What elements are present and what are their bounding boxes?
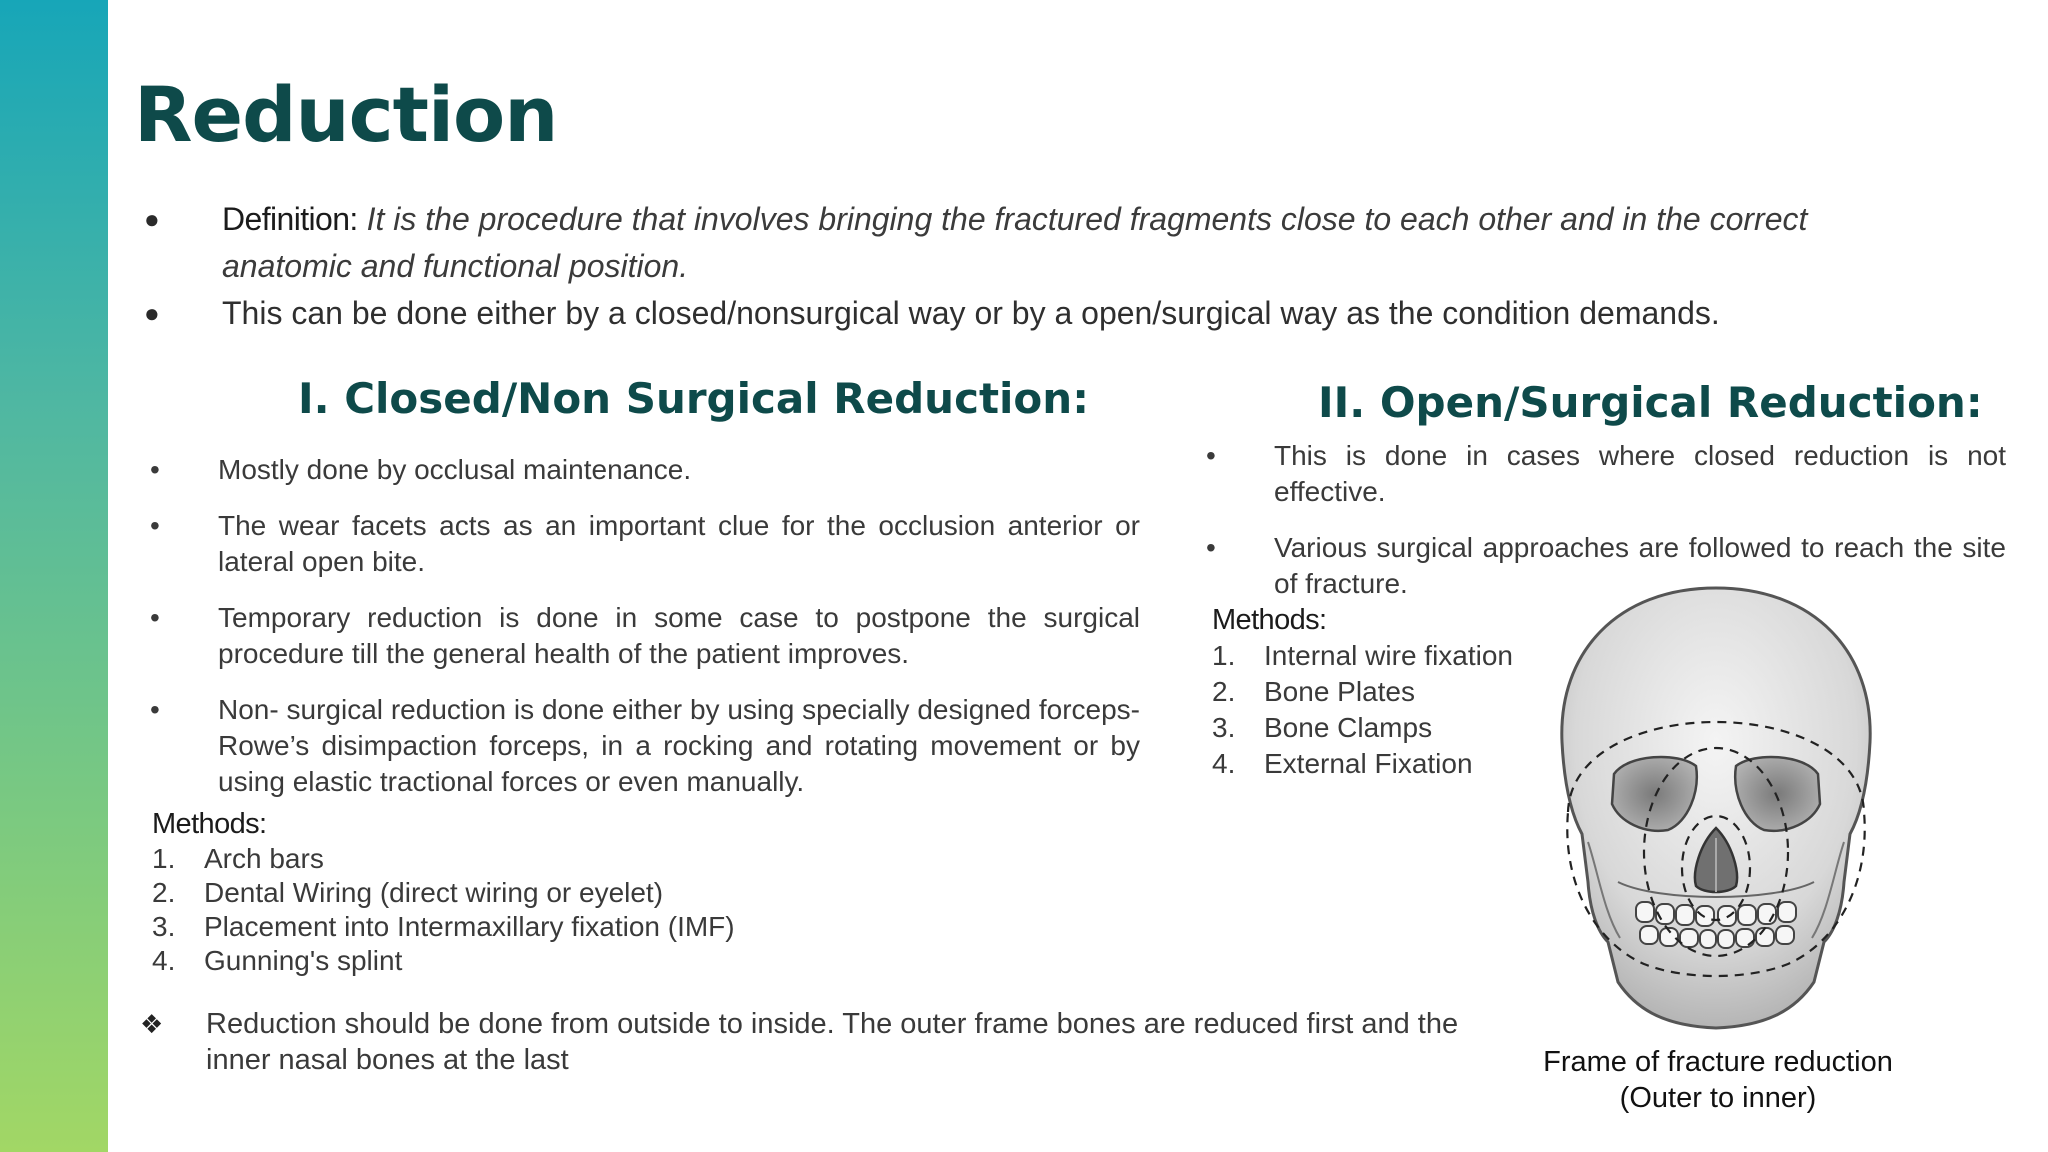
list-number: 3. — [1212, 712, 1236, 743]
skull-illustration — [1548, 582, 1884, 1030]
reduction-order-note — [140, 1006, 1460, 1078]
diamond-bullet-icon: ❖ — [140, 1009, 164, 1039]
bullet-text: This is done in cases where closed reduction is not effective. — [1274, 440, 2006, 507]
method-text: Internal wire fixation — [1264, 640, 1514, 671]
list-item — [150, 508, 1140, 580]
method-text: Bone Clamps — [1264, 712, 1433, 743]
bullet-icon: • — [1206, 440, 1216, 471]
list-number: 4. — [1212, 748, 1236, 779]
bullet-icon: • — [1206, 532, 1216, 563]
list-item — [150, 452, 1140, 488]
slide-title: Reduction — [134, 70, 558, 159]
bullet-text: Various surgical approaches are followed to reach the site of fracture. — [1274, 532, 2006, 599]
bullet-text: Non- surgical reduction is done either by using specially designed forceps- Rowe’s disimpaction forceps, in a rocking and rotating movement or by using elastic tractional forces or even manually. — [218, 694, 1140, 797]
method-text: Arch bars — [204, 843, 324, 874]
list-number: 3. — [152, 911, 176, 942]
bullet-icon: • — [150, 602, 160, 633]
open-reduction-bullets — [1206, 438, 2006, 602]
intro-second — [140, 290, 1920, 337]
list-number: 4. — [152, 945, 176, 976]
list-number: 2. — [1212, 676, 1236, 707]
list-item — [152, 876, 735, 910]
closed-methods — [152, 806, 735, 978]
list-item — [152, 842, 735, 876]
skull-caption — [1500, 1044, 1936, 1116]
cranium-outline — [1562, 588, 1870, 1028]
methods-label: Methods: — [152, 808, 267, 840]
list-number: 2. — [152, 877, 176, 908]
intro-section — [140, 196, 1920, 337]
list-item — [152, 944, 735, 978]
intro-definition — [140, 196, 1920, 290]
list-number: 1. — [1212, 640, 1236, 671]
list-item — [1212, 638, 1513, 674]
list-item — [1212, 746, 1513, 782]
definition-text: It is the procedure that involves bringing the fractured fragments close to each other and in the correct anatomic and functional position. — [222, 201, 1808, 284]
list-item — [150, 692, 1140, 800]
method-text: Placement into Intermaxillary fixation (IMF) — [204, 911, 735, 942]
open-reduction-heading: II. Open/Surgical Reduction: — [1318, 378, 1983, 427]
list-item — [1212, 674, 1513, 710]
method-text: Bone Plates — [1264, 676, 1415, 707]
list-number: 1. — [152, 843, 176, 874]
definition-label: Definition: — [222, 201, 358, 237]
methods-label: Methods: — [1212, 604, 1327, 636]
bullet-text: The wear facets acts as an important clue for the occlusion anterior or lateral open bite. — [218, 510, 1140, 577]
bullet-text: Temporary reduction is done in some case to postpone the surgical procedure till the general health of the patient improves. — [218, 602, 1140, 669]
list-item — [152, 910, 735, 944]
list-item — [1212, 710, 1513, 746]
bullet-icon: • — [150, 510, 160, 541]
closed-reduction-heading: I. Closed/Non Surgical Reduction: — [298, 374, 1089, 423]
caption-line-1: Frame of fracture reduction — [1543, 1046, 1893, 1078]
caption-line-2: (Outer to inner) — [1619, 1082, 1817, 1114]
bullet-icon: • — [150, 454, 160, 485]
bullet-dot-icon: ● — [144, 298, 160, 328]
method-text: Gunning's splint — [204, 945, 403, 976]
bullet-icon: • — [150, 694, 160, 725]
footnote-text: Reduction should be done from outside to inside. The outer frame bones are reduced first and the inner nasal bones at the last — [206, 1008, 1459, 1076]
bullet-dot-icon: ● — [144, 204, 160, 234]
closed-reduction-bullets — [150, 452, 1140, 820]
list-item — [1206, 438, 2006, 510]
method-text: External Fixation — [1264, 748, 1473, 779]
list-item — [150, 600, 1140, 672]
bullet-text: Mostly done by occlusal maintenance. — [218, 454, 692, 485]
open-methods — [1212, 602, 1513, 782]
accent-side-bar — [0, 0, 108, 1152]
intro-second-text: This can be done either by a closed/nonsurgical way or by a open/surgical way as the condition demands. — [222, 295, 1720, 331]
method-text: Dental Wiring (direct wiring or eyelet) — [204, 877, 664, 908]
